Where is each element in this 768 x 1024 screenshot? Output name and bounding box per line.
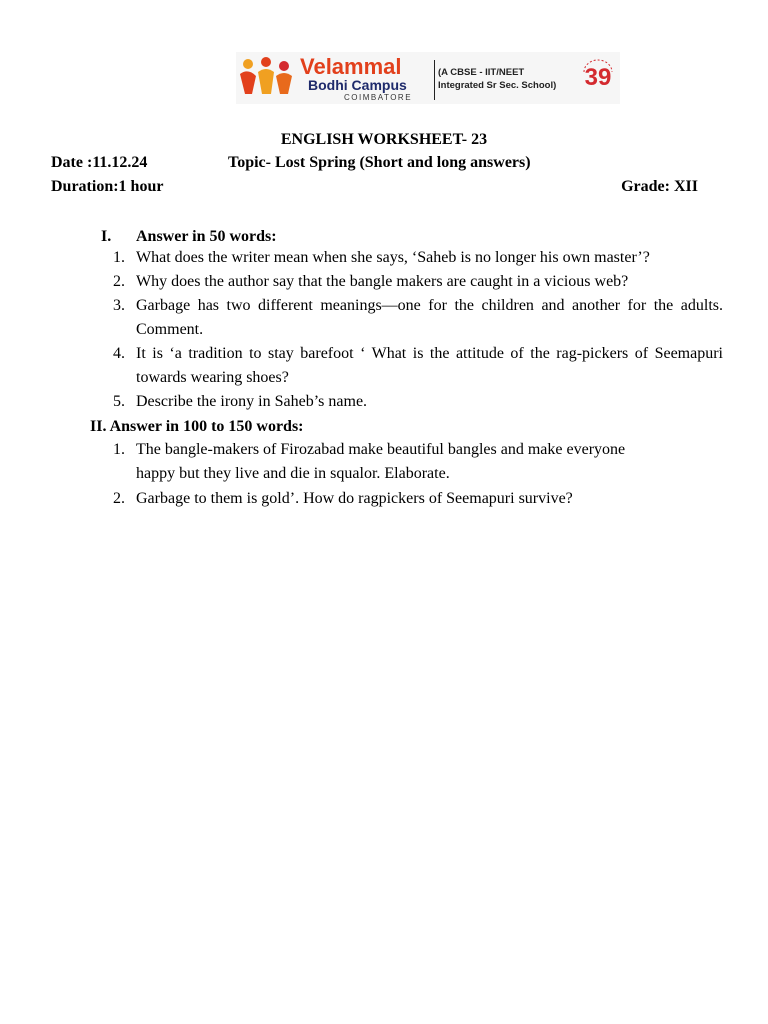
question-text: It is ‘a tradition to stay barefoot ‘ What is the attitude of the rag-pickers of Seemapuri towards wearing shoes? (136, 345, 723, 386)
section-1-heading: Answer in 50 words: (136, 228, 277, 245)
question-text: Garbage has two different meanings—one for the children and another for the adults. Comment. (136, 297, 723, 338)
question-text: Describe the irony in Saheb’s name. (136, 393, 368, 410)
question-text: Garbage to them is gold’. How do ragpickers of Seemapuri survive? (136, 490, 573, 507)
question-number: 5. (113, 393, 125, 410)
question-text-line-2: happy but they live and die in squalor. Elaborate. (136, 465, 450, 482)
question-text-line-1: The bangle-makers of Firozabad make beautiful bangles and make everyone (136, 441, 626, 458)
question-text: Why does the author say that the bangle makers are caught in a vicious web? (136, 273, 629, 290)
children-logo-icon (236, 54, 298, 100)
section-1-numeral: I. (101, 228, 112, 245)
worksheet-title: ENGLISH WORKSHEET- 23 (280, 131, 488, 148)
logo-campus-name: Bodhi Campus (308, 77, 407, 93)
worksheet-date: Date :11.12.24 (51, 154, 148, 171)
worksheet-grade: Grade: XII (621, 178, 698, 195)
logo-tagline-line-2: Integrated Sr Sec. School) (438, 80, 557, 91)
question-number: 1. (113, 441, 125, 458)
logo-school-name: Velammal (300, 54, 402, 79)
question-number: 2. (113, 273, 125, 290)
school-logo (236, 52, 620, 104)
anniversary-badge (580, 58, 616, 98)
question-number: 1. (113, 249, 125, 266)
logo-tagline-line-1: (A CBSE - IIT/NEET (438, 67, 525, 78)
question-number: 3. (113, 297, 125, 314)
question-number: 4. (113, 345, 125, 362)
logo-divider (434, 60, 435, 100)
badge-number: 39 (584, 64, 612, 91)
logo-tagline (438, 66, 574, 92)
question-number: 2. (113, 490, 125, 507)
worksheet-duration: Duration:1 hour (51, 178, 164, 195)
question-text: What does the writer mean when she says, ‘Saheb is no longer his own master’? (136, 249, 650, 266)
section-2-heading: II. Answer in 100 to 150 words: (90, 418, 304, 435)
logo-city: COIMBATORE (344, 93, 413, 102)
worksheet-topic: Topic- Lost Spring (Short and long answers) (228, 154, 531, 171)
